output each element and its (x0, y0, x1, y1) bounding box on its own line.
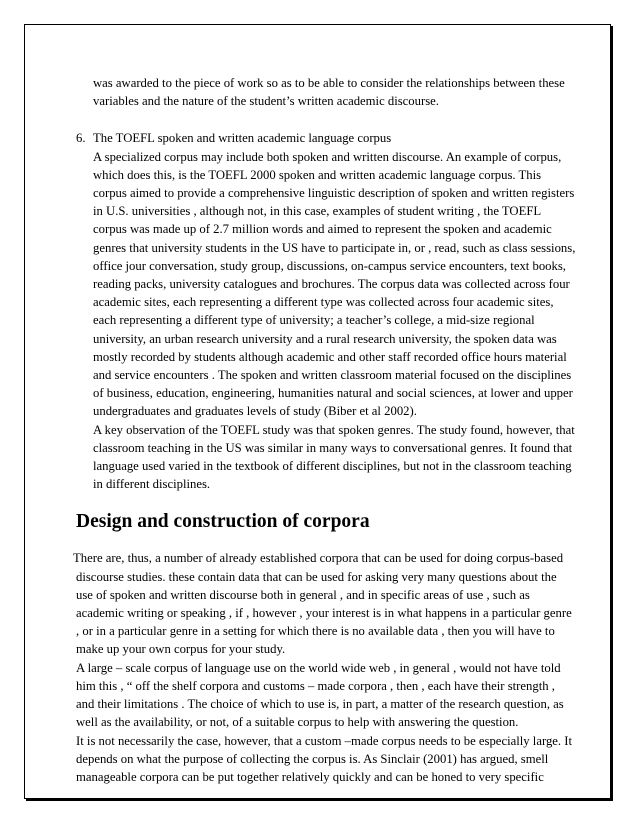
design-heading: Design and construction of corpora (76, 511, 370, 533)
intro-paragraph: was awarded to the piece of work so as to be able to consider the relationships between these variables and the nature of the student’s written academic discourse. (93, 76, 565, 109)
section-title: The TOEFL spoken and written academic language corpus (93, 131, 392, 146)
design-paragraph-1: There are, thus, a number of already established corpora that can be used for doing corpus-based discourse studies. these contain data that can be used for asking very many questions about the use of spoken and written discourse both in general , and in specific areas of use , such as academic writing or speaking , if , however , your interest is in what happens in a particular genre , or in a particular genre in a setting for which there is no available data , then you will have to make up your own corpus for your study. (73, 551, 572, 657)
document-body (73, 74, 576, 786)
section-paragraph-2: A key observation of the TOEFL study was that spoken genres. The study found, however, that classroom teaching in the US was similar in many ways to conversational genres. It found that language used varied in the textbook of different disciplines, but not in the classroom teaching in different disciplines. (93, 422, 575, 492)
section-number: 6. (76, 131, 86, 146)
section-6 (76, 129, 576, 493)
section-paragraph-1: A specialized corpus may include both spoken and written discourse. An example of corpus, which does this, is the TOEFL 2000 spoken and written academic language corpus. This corpus aimed to provide a comprehensive linguistic description of spoken and written registers in U.S. universities , although not, in this case, examples of student writing , the TOEFL corpus was made up of 2.7 million words and aimed to represent the spoken and academic genres that university students in the US have to participate in, or , read, such as class sessions, office jour conversation, study group, discussions, on-campus service encounters, text books, reading packs, university catalogues and brochures. The corpus data was collected across four academic sites, each representing a different type was collected across four academic sites, each representing a different type of university; a teacher’s college, a mid-size regional university, an urban research university and a rural research university, the spoken data was mostly recorded by students although academic and other staff recorded office hours material and service encounters . The spoken and written classroom material focused on the disciplines of business, education, engineering, humanities natural and social sciences, at lower and upper undergraduates and graduates levels of study (Biber et al 2002). (93, 149, 576, 419)
design-paragraph-3: It is not necessarily the case, however, that a custom –made corpus needs to be especially large. It depends on what the purpose of collecting the corpus is. As Sinclair (2001) has argued, smell manageable corpora can be put together relatively quickly and can be honed to very specific (76, 733, 573, 784)
design-body (73, 549, 576, 786)
design-paragraph-2: A large – scale corpus of language use on the world wide web , in general , would not have told him this , “ off the shelf corpora and customs – made corpora , then , each have their strength , and their limitations . The choice of which to use is, in part, a matter of the research question, as well as the availability, or not, of a suitable corpus to help with answering the question. (76, 660, 564, 730)
